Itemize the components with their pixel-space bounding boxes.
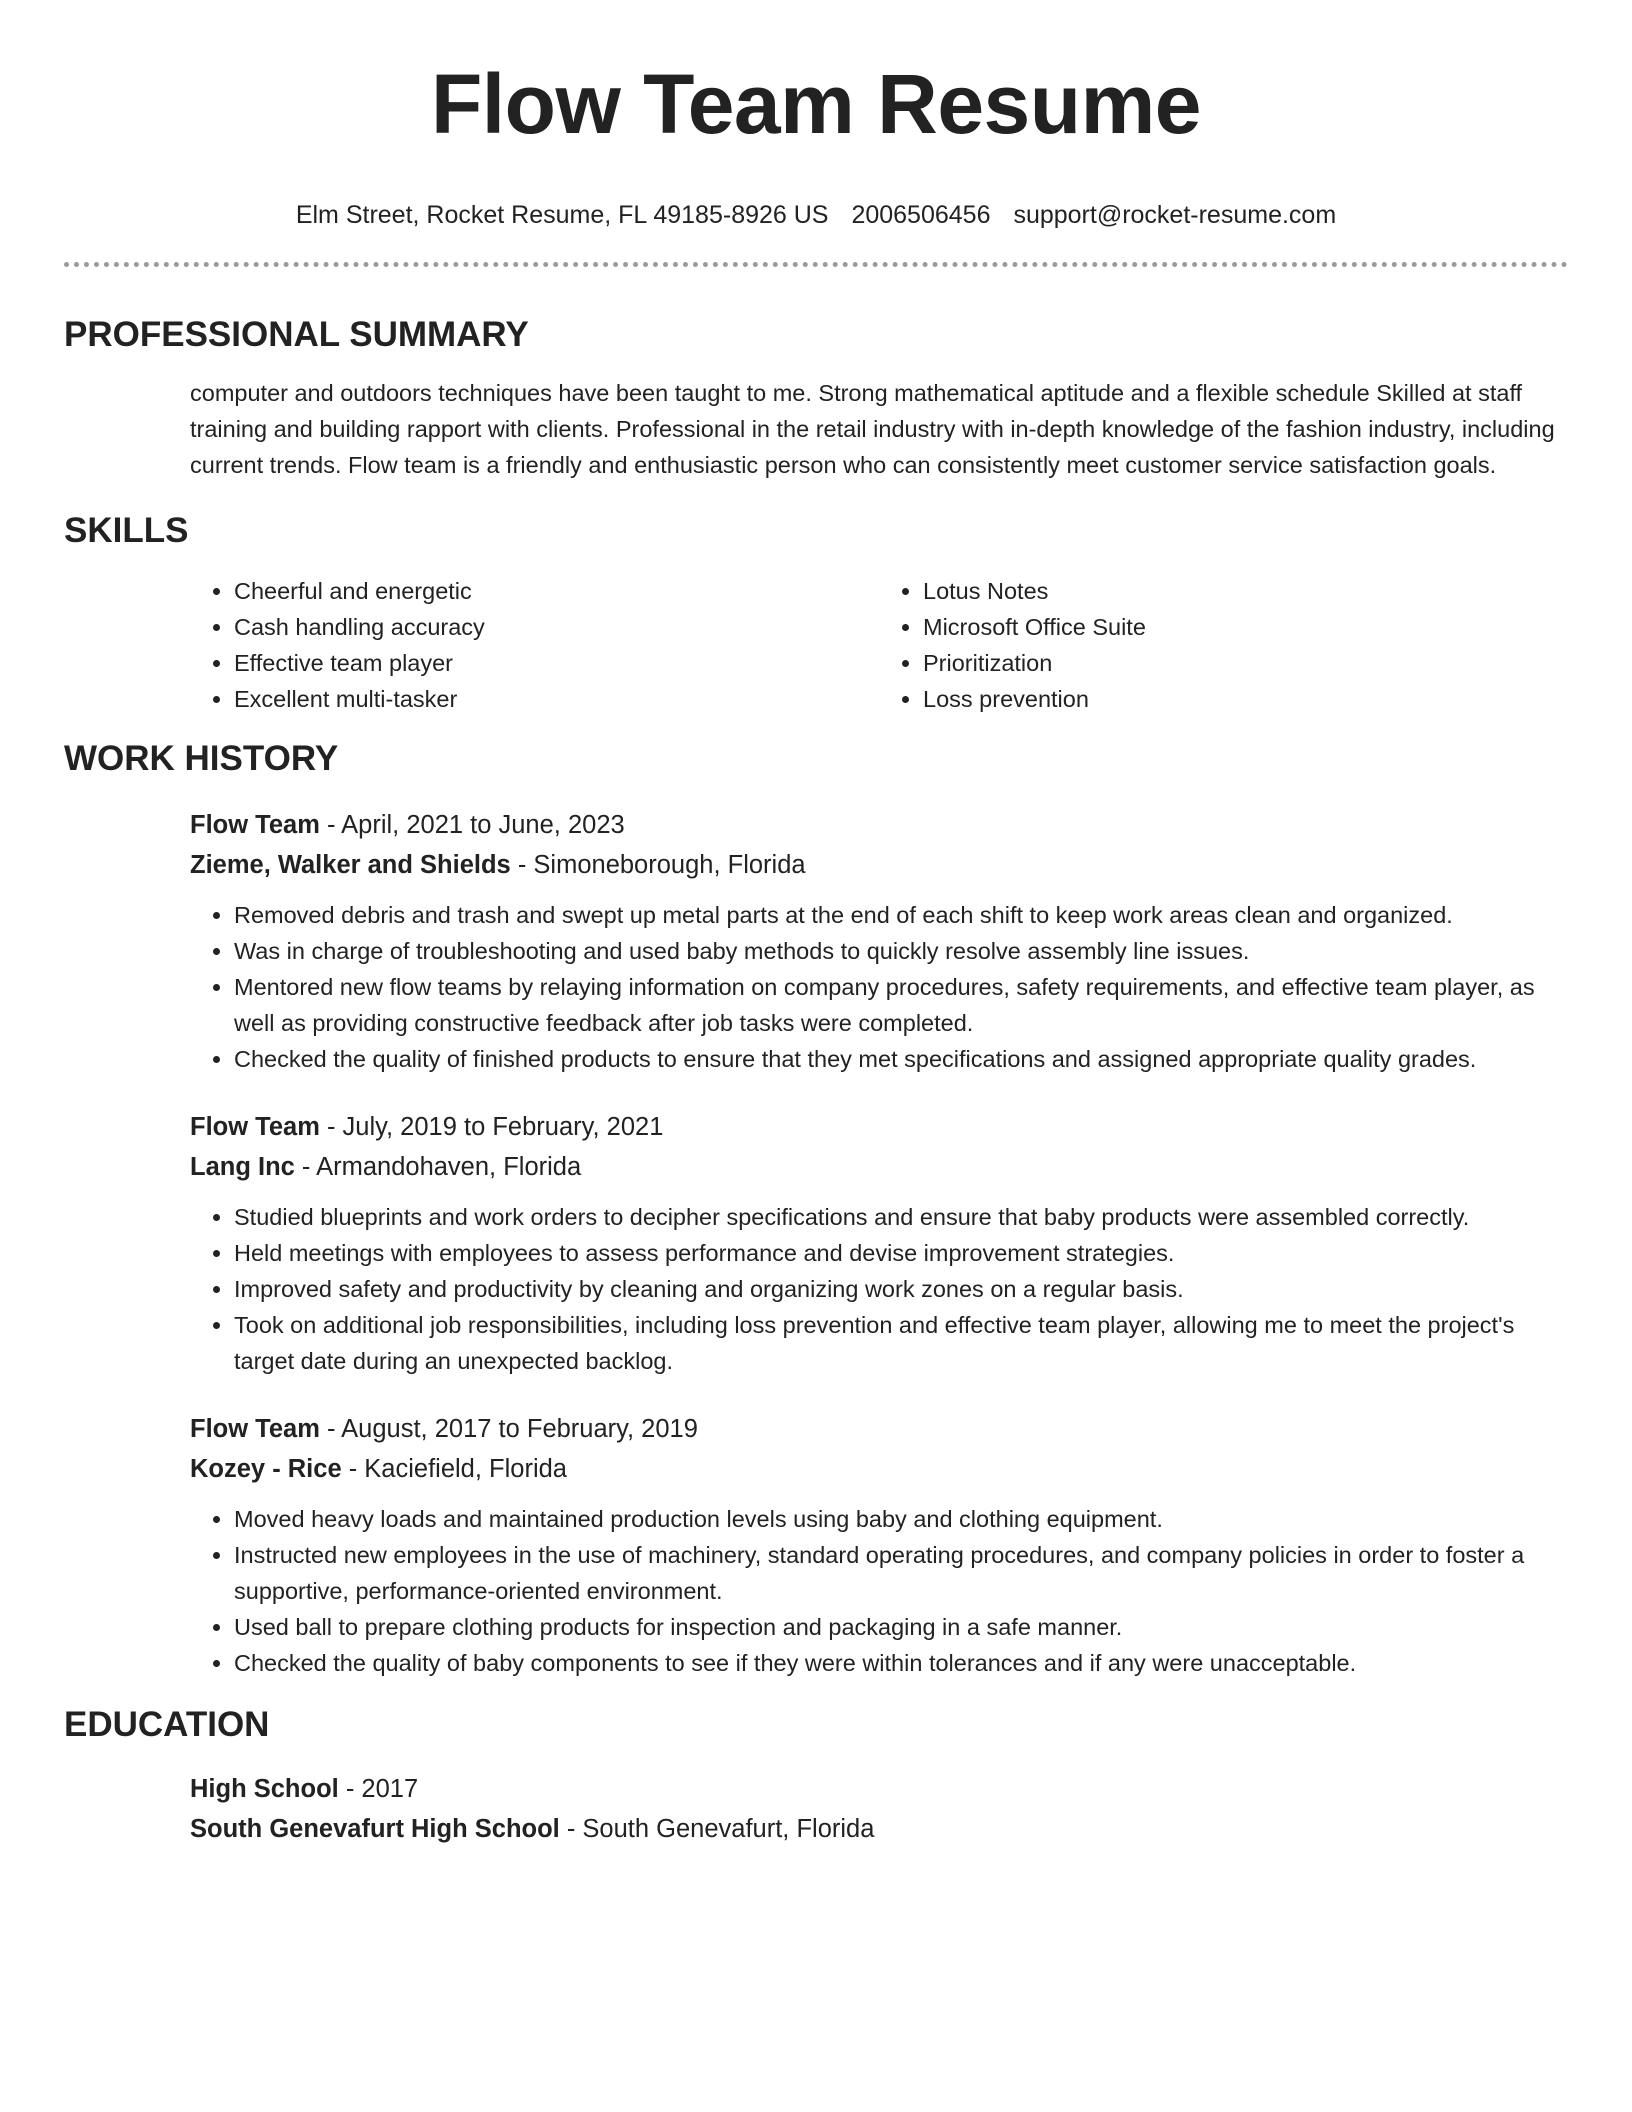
job-company: Zieme, Walker and Shields	[190, 851, 511, 879]
job-entry	[190, 1107, 1568, 1379]
job-bullet: • Mentored new flow teams by relaying information on company procedures, safety requirements, and effective team player, as well as providing constructive feedback after job tasks were completed.	[234, 969, 1568, 1041]
job-bullets	[190, 897, 1568, 1077]
skill-item: • Prioritization	[923, 645, 1568, 681]
education-degree: High School	[190, 1775, 339, 1803]
skill-item: • Effective team player	[234, 645, 879, 681]
contact-address: Elm Street, Rocket Resume, FL 49185-8926 US	[295, 201, 829, 229]
job-title-line	[190, 1409, 1568, 1449]
skill-item: • Cash handling accuracy	[234, 609, 879, 645]
education-heading: EDUCATION	[64, 1705, 270, 1744]
job-bullet: • Used ball to prepare clothing products for inspection and packaging in a safe manner.	[234, 1609, 1568, 1645]
education-degree-line	[190, 1769, 1568, 1809]
education-year: - 2017	[338, 1775, 419, 1803]
skill-item: • Loss prevention	[923, 681, 1568, 717]
skill-item: • Cheerful and energetic	[234, 573, 879, 609]
job-dates: - August, 2017 to February, 2019	[319, 1415, 698, 1443]
job-bullet: • Was in charge of troubleshooting and used baby methods to quickly resolve assembly line issues.	[234, 933, 1568, 969]
job-company-line	[190, 1449, 1568, 1489]
job-title-line	[190, 805, 1568, 845]
job-company-line	[190, 845, 1568, 885]
job-location: - Simoneborough, Florida	[510, 851, 806, 879]
summary-heading: PROFESSIONAL SUMMARY	[64, 315, 529, 354]
job-title-line	[190, 1107, 1568, 1147]
summary-text: computer and outdoors techniques have been taught to me. Strong mathematical aptitude and a flexible schedule Skilled at staff training and building rapport with clients. Professional in the retail industry with in-depth knowledge of the fashion industry, including current trends. Flow team is a friendly and enthusiastic person who can consistently meet customer service satisfaction goals.	[190, 380, 1555, 478]
resume-name: Flow Team Resume	[431, 57, 1201, 151]
education-entry	[190, 1769, 1568, 1849]
job-entry	[190, 805, 1568, 1077]
skills-list	[190, 573, 1568, 717]
contact-email: support@rocket-resume.com	[1013, 201, 1337, 229]
header-divider	[64, 262, 1568, 267]
contact-phone: 2006506456	[851, 201, 991, 229]
job-dates: - April, 2021 to June, 2023	[319, 811, 625, 839]
skill-item: • Lotus Notes	[923, 573, 1568, 609]
job-bullet: • Checked the quality of finished products to ensure that they met specifications and assigned appropriate quality grades.	[234, 1041, 1568, 1077]
job-company: Lang Inc	[190, 1153, 295, 1181]
job-bullet: • Instructed new employees in the use of machinery, standard operating procedures, and company policies in order to foster a supportive, performance-oriented environment.	[234, 1537, 1568, 1609]
contact-line	[64, 198, 1568, 232]
education-school: South Genevafurt High School	[190, 1815, 560, 1843]
job-bullet: • Held meetings with employees to assess performance and devise improvement strategies.	[234, 1235, 1568, 1271]
skills-column-right	[879, 573, 1568, 717]
job-bullet: • Improved safety and productivity by cleaning and organizing work zones on a regular basis.	[234, 1271, 1568, 1307]
job-bullet: • Moved heavy loads and maintained production levels using baby and clothing equipment.	[234, 1501, 1568, 1537]
education-section	[64, 1703, 1568, 1849]
education-school-line	[190, 1809, 1568, 1849]
job-location: - Armandohaven, Florida	[294, 1153, 582, 1181]
skill-item: • Microsoft Office Suite	[923, 609, 1568, 645]
job-dates: - July, 2019 to February, 2021	[319, 1113, 664, 1141]
job-location: - Kaciefield, Florida	[341, 1455, 567, 1483]
summary-section	[64, 313, 1568, 483]
job-company: Kozey - Rice	[190, 1455, 342, 1483]
job-title: Flow Team	[190, 1113, 320, 1141]
job-bullets	[190, 1199, 1568, 1379]
skills-column-left	[190, 573, 879, 717]
job-bullet: • Removed debris and trash and swept up metal parts at the end of each shift to keep work areas clean and organized.	[234, 897, 1568, 933]
work-section	[64, 737, 1568, 1681]
job-title: Flow Team	[190, 811, 320, 839]
job-bullet: • Checked the quality of baby components to see if they were within tolerances and if any were unacceptable.	[234, 1645, 1568, 1681]
education-location: - South Genevafurt, Florida	[559, 1815, 875, 1843]
job-company-line	[190, 1147, 1568, 1187]
skills-heading: SKILLS	[64, 511, 189, 550]
skills-section	[64, 509, 1568, 717]
job-bullet: • Took on additional job responsibilities, including loss prevention and effective team player, allowing me to meet the project's target date during an unexpected backlog.	[234, 1307, 1568, 1379]
skill-item: • Excellent multi-tasker	[234, 681, 879, 717]
job-bullet: • Studied blueprints and work orders to decipher specifications and ensure that baby products were assembled correctly.	[234, 1199, 1568, 1235]
job-title: Flow Team	[190, 1415, 320, 1443]
job-bullets	[190, 1501, 1568, 1681]
job-entry	[190, 1409, 1568, 1681]
work-heading: WORK HISTORY	[64, 739, 339, 778]
